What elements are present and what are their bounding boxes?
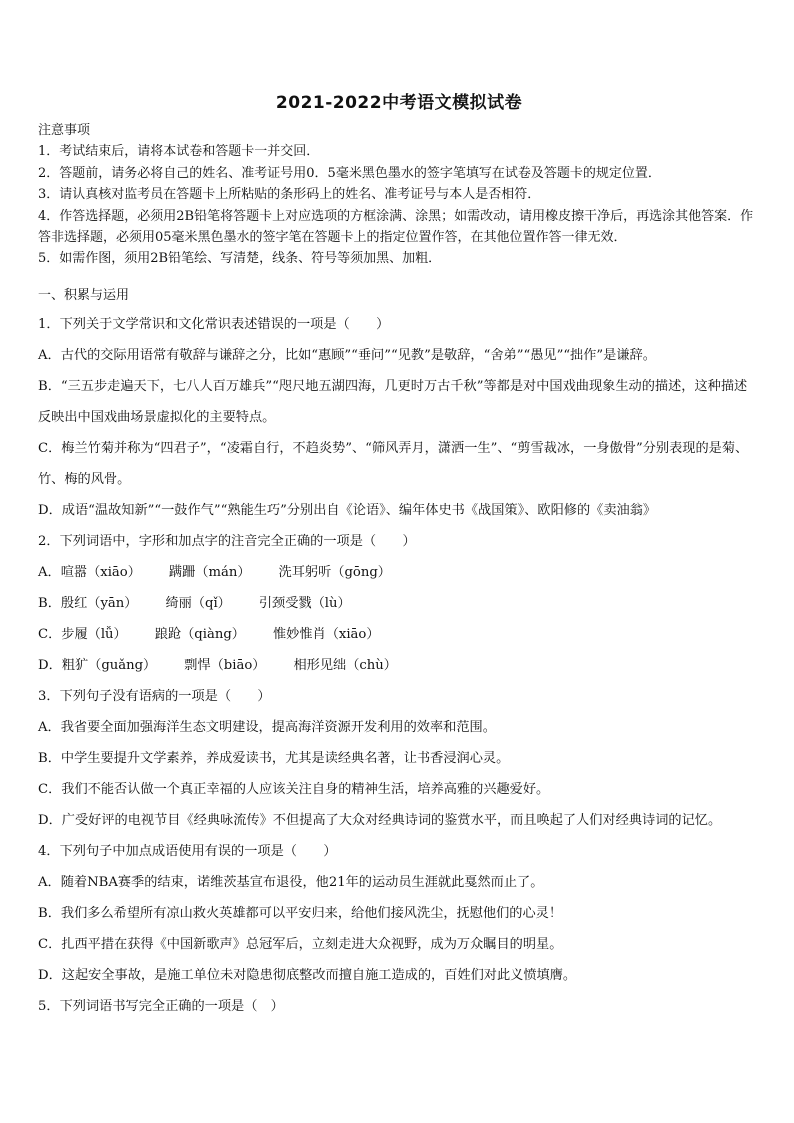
- question-option: B．中学生要提升文学素养，养成爱读书，尤其是读经典名著，让书香浸润心灵。: [38, 751, 510, 766]
- pinyin-item: 惟妙惟肖（xiāo）: [272, 627, 380, 642]
- pinyin-item: 引颈受戮（lù）: [258, 596, 351, 611]
- pinyin-item: A．喧嚣（xiāo）: [38, 565, 141, 580]
- question-option: A．随着NBA赛季的结束，诺维茨基宣布退役，他21年的运动员生涯就此戛然而止了。: [38, 875, 544, 890]
- question-stem: 2．下列词语中，字形和加点字的注音完全正确的一项是（ ）: [38, 534, 416, 549]
- section-heading: 一、积累与运用: [38, 288, 130, 303]
- question-stem: 5．下列词语书写完全正确的一项是（ ）: [38, 999, 284, 1014]
- question-option: D．广受好评的电视节目《经典咏流传》不但提高了大众对经典诗词的鉴赏水平，而且唤起了人们对经典诗词的记忆。: [38, 813, 722, 828]
- question-option: [38, 557, 760, 588]
- pinyin-item: C．步履（lǚ）: [38, 627, 127, 642]
- question-stem: 4．下列句子中加点成语使用有误的一项是（ ）: [38, 844, 337, 859]
- question-option: [38, 619, 760, 650]
- note-item: 1．考试结束后，请将本试卷和答题卡一并交回．: [38, 144, 320, 160]
- pinyin-item: 洗耳躬听（gōng）: [278, 565, 391, 580]
- exam-title: 2021-2022中考语文模拟试卷: [275, 93, 523, 113]
- question-option: C．扎西平措在获得《中国新歌声》总冠军后，立刻走进大众视野，成为万众瞩目的明星。: [38, 937, 563, 952]
- pinyin-item: B．殷红（yān）: [38, 596, 138, 611]
- question-stem: 3．下列句子没有语病的一项是（ ）: [38, 689, 271, 704]
- pinyin-item: 剽悍（biāo）: [184, 658, 266, 673]
- question-option: C．我们不能否认做一个真正幸福的人应该关注自身的精神生活，培养高雅的兴趣爱好。: [38, 782, 550, 797]
- notes-block: [38, 120, 760, 270]
- pinyin-item: 相形见绌（chù）: [293, 658, 397, 673]
- question-option: B．“三五步走遍天下，七八人百万雄兵”“咫尺地五湖四海，几更时万古千秋”等都是对中国戏曲现象生动的描述，这种描述反映出中国戏曲场景虚拟化的主要特点。: [38, 379, 748, 425]
- note-item: 4．作答选择题，必须用2B铅笔将答题卡上对应选项的方框涂满、涂黑；如需改动，请用橡皮擦干净后，再选涂其他答案．作答非选择题，必须用05毫米黑色墨水的签字笔在答题卡上的指定位置作答，在其他位置作答一律无效．: [38, 208, 754, 246]
- pinyin-item: 绮丽（qǐ）: [165, 596, 231, 611]
- pinyin-item: 蹒跚（mán）: [168, 565, 251, 580]
- notes-heading: 注意事项: [38, 123, 91, 138]
- note-item: 5．如需作图，须用2B铅笔绘、写清楚，线条、符号等须加黑、加粗．: [38, 251, 442, 267]
- question-option: A．我省要全面加强海洋生态文明建设，提高海洋资源开发利用的效率和范围。: [38, 720, 496, 735]
- question-option: D．这起安全事故，是施工单位未对隐患彻底整改而擅自施工造成的，百姓们对此义愤填膺。: [38, 968, 577, 983]
- pinyin-item: 踉跄（qiàng）: [154, 627, 245, 642]
- question-option: A．古代的交际用语常有敬辞与谦辞之分，比如“惠顾”“垂问”“见教”是敬辞，“舍弟”“愚见”“拙作”是谦辞。: [38, 348, 656, 363]
- questions-block: [38, 309, 760, 1022]
- question-option: [38, 588, 760, 619]
- pinyin-item: D．粗犷（guǎng）: [38, 658, 157, 673]
- note-item: 2．答题前，请务必将自己的姓名、准考证号用0．5毫米黑色墨水的签字笔填写在试卷及答题卡的规定位置．: [38, 165, 661, 181]
- note-item: 3．请认真核对监考员在答题卡上所粘贴的条形码上的姓名、准考证号与本人是否相符．: [38, 187, 541, 203]
- question-option: [38, 650, 760, 681]
- question-option: C．梅兰竹菊并称为“四君子”，“凌霜自行，不趋炎势”、“筛风弄月，潇洒一生”、“剪雪裁冰，一身傲骨”分别表现的是菊、竹、梅的风骨。: [38, 441, 749, 487]
- question-stem: 1．下列关于文学常识和文化常识表述错误的一项是（ ）: [38, 317, 390, 332]
- question-option: D．成语“温故知新”“一鼓作气”“熟能生巧”分别出自《论语》、编年体史书《战国策》、欧阳修的《卖油翁》: [38, 503, 657, 518]
- question-option: B．我们多么希望所有凉山救火英雄都可以平安归来，给他们接风洗尘，抚慰他们的心灵！: [38, 906, 562, 921]
